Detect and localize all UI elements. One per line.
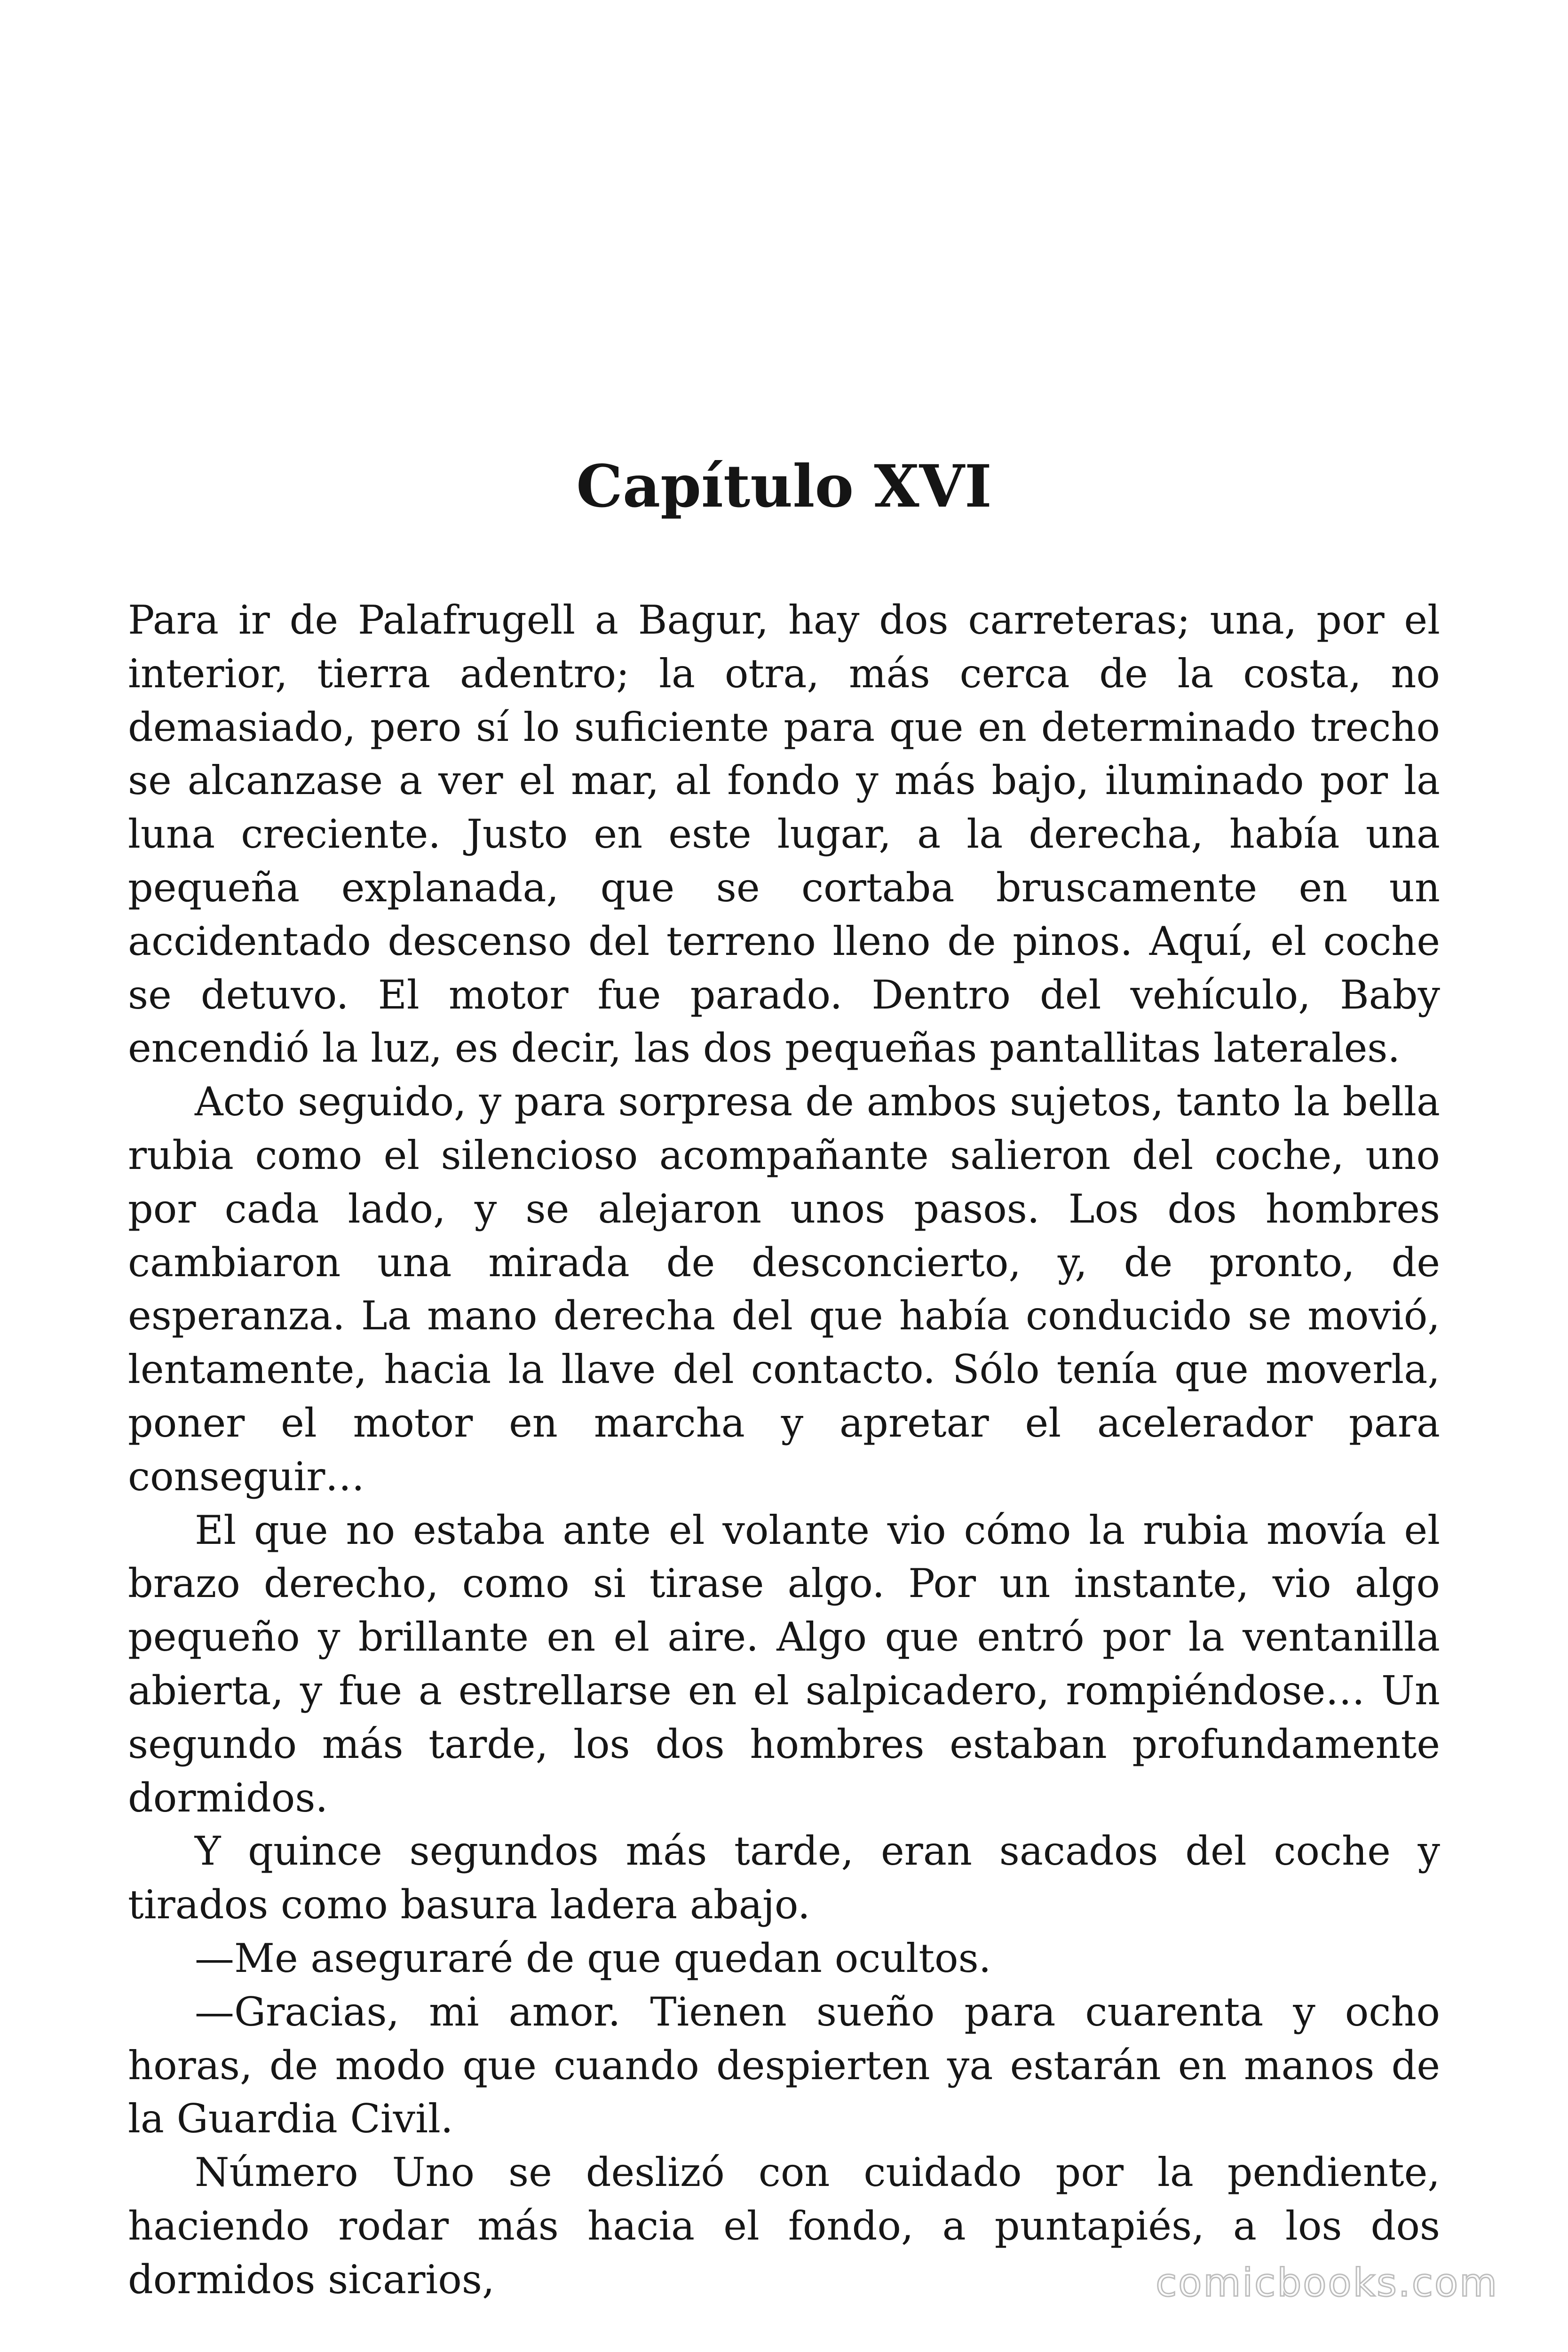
paragraph: Para ir de Palafrugell a Bagur, hay dos carreteras; una, por el interior, tierra adentro; la otra, más cerca de la costa, no demasiado, pero sí lo suficiente para que en determinado trecho se alcanzase a ver el mar, al fondo y más bajo, iluminado por la luna creciente. Justo en este lugar, a la derecha, había una pequeña explanada, que se cortaba bruscamente en un accidentado descenso del terreno lleno de pinos. Aquí, el coche se detuvo. El motor fue parado. Dentro del vehículo, Baby encendió la luz, es decir, las dos pequeñas pantallitas laterales. — [128, 597, 1440, 1072]
paragraph: Número Uno se deslizó con cuidado por la pendiente, haciendo rodar más hacia el fondo, a puntapiés, a los dos dormidos sicarios, — [128, 2149, 1440, 2303]
paragraph: Y quince segundos más tarde, eran sacados del coche y tirados como basura ladera abajo. — [128, 1828, 1440, 1928]
watermark: comicbooks.com — [1156, 2261, 1498, 2305]
chapter-title: Capítulo XVI — [576, 453, 992, 521]
dialogue-paragraph: —Me aseguraré de que quedan ocultos. — [195, 1935, 991, 1981]
dialogue-paragraph: —Gracias, mi amor. Tienen sueño para cuarenta y ocho horas, de modo que cuando despierten ya estarán en manos de la Guardia Civil. — [128, 1988, 1440, 2142]
chapter-body — [128, 594, 1440, 2307]
paragraph: Acto seguido, y para sorpresa de ambos sujetos, tanto la bella rubia como el silencioso acompañante salieron del coche, uno por cada lado, y se alejaron unos pasos. Los dos hombres cambiaron una mirada de desconcierto, y, de pronto, de esperanza. La mano derecha del que había conducido se movió, lentamente, hacia la llave del contacto. Sólo tenía que moverla, poner el motor en marcha y apretar el acelerador para conseguir… — [128, 1079, 1440, 1500]
paragraph: El que no estaba ante el volante vio cómo la rubia movía el brazo derecho, como si tirase algo. Por un instante, vio algo pequeño y brillante en el aire. Algo que entró por la ventanilla abierta, y fue a estrellarse en el salpicadero, rompiéndose… Un segundo más tarde, los dos hombres estaban profundamente dormidos. — [128, 1507, 1440, 1821]
